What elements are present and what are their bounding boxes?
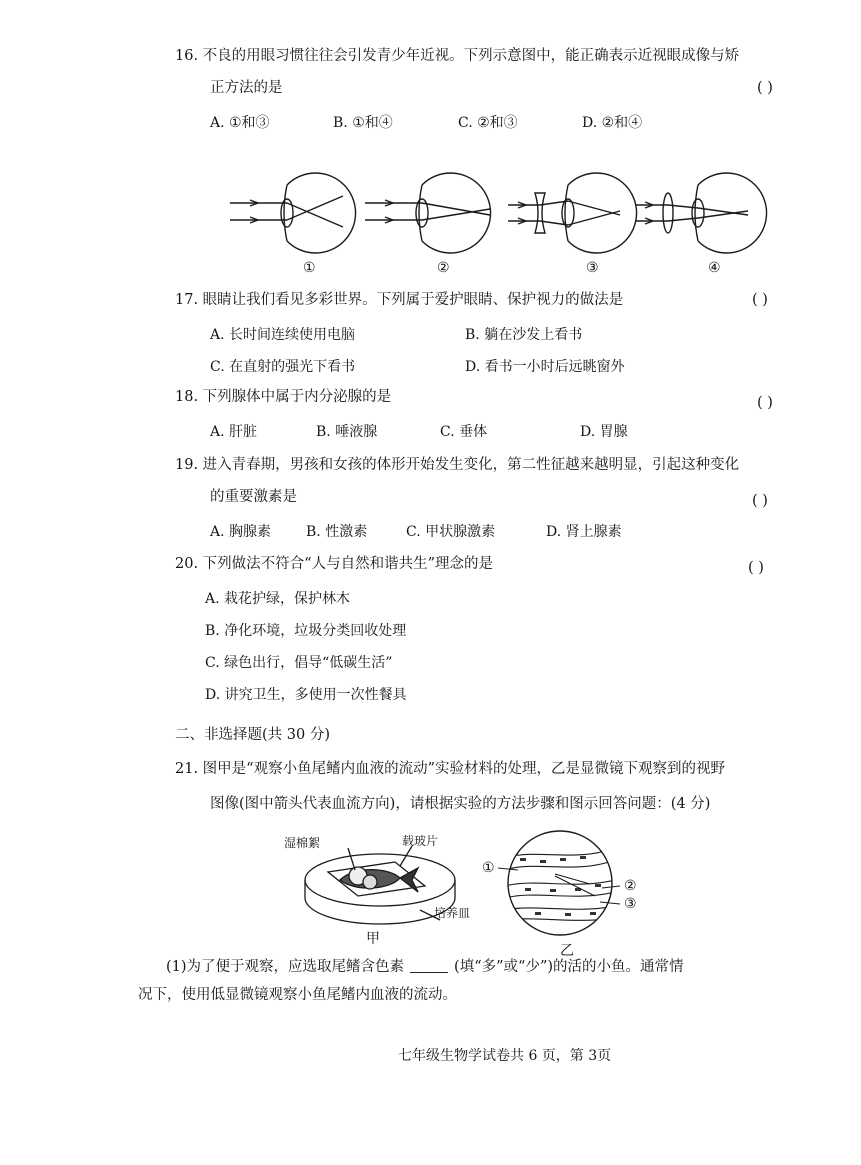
q18-option-a: A. 肝脏 bbox=[210, 424, 258, 440]
q20-text: 20. 下列做法不符合“人与自然和谐共生”理念的是 bbox=[175, 556, 493, 572]
q17-option-a: A. 长时间连续使用电脑 bbox=[210, 327, 356, 343]
eye-diagrams bbox=[225, 165, 755, 260]
q16-option-d: D. ②和④ bbox=[582, 115, 643, 131]
q21-sub1-part2: (填“多”或“少”)的活的小鱼。通常情 bbox=[454, 959, 684, 975]
micro-label-2: ② bbox=[624, 878, 637, 894]
eye-label-2: ② bbox=[437, 260, 450, 276]
q19-option-d: D. 肾上腺素 bbox=[546, 524, 622, 540]
q20-option-d: D. 讲究卫生，多使用一次性餐具 bbox=[205, 687, 407, 703]
q17-option-b: B. 躺在沙发上看书 bbox=[465, 327, 583, 343]
eye-label-1: ① bbox=[303, 260, 316, 276]
q20-option-c: C. 绿色出行，倡导“低碳生活” bbox=[205, 655, 393, 671]
q16-option-b: B. ①和④ bbox=[333, 115, 393, 131]
q20-answer-paren: ( ) bbox=[748, 560, 764, 576]
q18-option-d: D. 胃腺 bbox=[580, 424, 628, 440]
eye-diagram-4 bbox=[635, 173, 767, 253]
q21-text-line1: 21. 图甲是“观察小鱼尾鳍内血液的流动”实验材料的处理，乙是显微镜下观察到的视野 bbox=[175, 761, 725, 777]
microscope-label-leaders bbox=[490, 860, 640, 920]
section-title: 二、非选择题(共 30 分) bbox=[175, 727, 330, 743]
q19-option-b: B. 性激素 bbox=[306, 524, 368, 540]
q16-text-line1: 16. 不良的用眼习惯往往会引发青少年近视。下列示意图中，能正确表示近视眼成像与矫 bbox=[175, 48, 740, 64]
q21-sub1-line2: 况下，使用低显微镜观察小鱼尾鳍内血液的流动。 bbox=[138, 987, 457, 1003]
q16-answer-paren: ( ) bbox=[757, 80, 773, 96]
q18-answer-paren: ( ) bbox=[757, 395, 773, 411]
answer-blank[interactable] bbox=[410, 972, 448, 973]
q19-text-line2: 的重要激素是 bbox=[210, 489, 297, 505]
page-footer: 七年级生物学试卷共 6 页，第 3页 bbox=[398, 1048, 612, 1064]
micro-label-3: ③ bbox=[624, 896, 637, 912]
q18-text: 18. 下列腺体中属于内分泌腺的是 bbox=[175, 389, 392, 405]
label-dish: 培养皿 bbox=[434, 906, 471, 920]
q17-answer-paren: ( ) bbox=[752, 292, 768, 308]
eye-label-4: ④ bbox=[708, 260, 721, 276]
q16-text-line2: 正方法的是 bbox=[210, 80, 283, 96]
q21-text-line2: 图像(图中箭头代表血流方向)，请根据实验的方法步骤和图示回答问题：(4 分) bbox=[210, 796, 711, 812]
eye-diagram-1 bbox=[230, 173, 356, 253]
q19-option-c: C. 甲状腺激素 bbox=[406, 524, 496, 540]
q17-option-d: D. 看书一小时后远眺窗外 bbox=[465, 359, 625, 375]
q19-text-line1: 19. 进入青春期，男孩和女孩的体形开始发生变化，第二性征越来越明显，引起这种变化 bbox=[175, 457, 740, 473]
eye-diagram-3 bbox=[508, 173, 637, 253]
q20-option-a: A. 栽花护绿，保护林木 bbox=[205, 591, 351, 607]
q17-text: 17. 眼睛让我们看见多彩世界。下列属于爱护眼睛、保护视力的做法是 bbox=[175, 292, 624, 308]
q19-answer-paren: ( ) bbox=[752, 493, 768, 509]
eye-label-3: ③ bbox=[586, 260, 599, 276]
caption-yi: 乙 bbox=[560, 943, 574, 959]
q21-sub1-line1 bbox=[166, 958, 684, 976]
q19-option-a: A. 胸腺素 bbox=[210, 524, 272, 540]
label-wet-cotton: 湿棉絮 bbox=[284, 836, 321, 850]
micro-label-1: ① bbox=[482, 860, 495, 876]
eye-diagram-2 bbox=[365, 173, 491, 253]
label-slide: 载玻片 bbox=[402, 834, 439, 848]
q17-option-c: C. 在直射的强光下看书 bbox=[210, 359, 356, 375]
q16-option-c: C. ②和③ bbox=[458, 115, 518, 131]
q21-sub1-part1: (1)为了便于观察，应选取尾鳍含色素 bbox=[166, 959, 405, 975]
q18-option-b: B. 唾液腺 bbox=[316, 424, 378, 440]
caption-jia: 甲 bbox=[366, 931, 380, 947]
q16-option-a: A. ①和③ bbox=[210, 115, 270, 131]
q20-option-b: B. 净化环境，垃圾分类回收处理 bbox=[205, 623, 407, 639]
q18-option-c: C. 垂体 bbox=[440, 424, 488, 440]
